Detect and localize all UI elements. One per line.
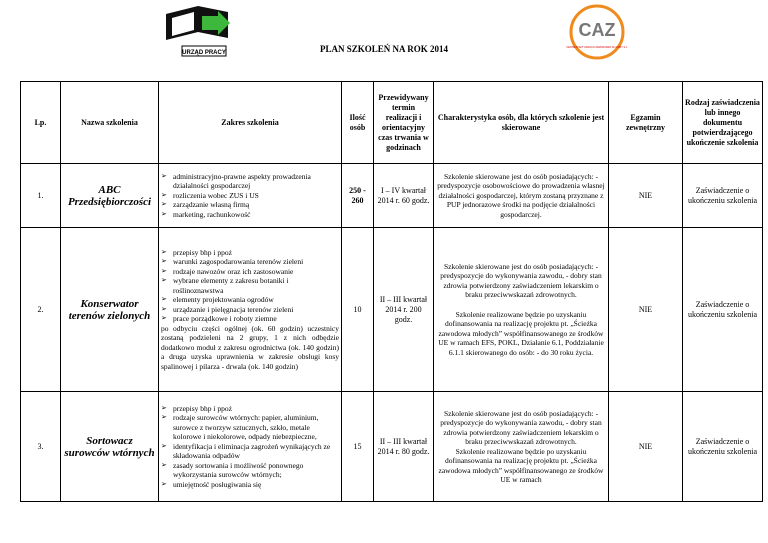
row-target: [434, 392, 609, 502]
col-header-target: Charakterystyka osób, dla których szkolenie jest skierowane: [434, 82, 609, 164]
row-target: Szkolenie skierowane jest do osób posiadających: - predyspozycje osobowościowe do prowadzenia własnej działalności gospodarczej, którym zostaną przyznane z PUP jednorazowe środki na podjęcie działalności gospodarczej.: [434, 164, 609, 228]
row-certificate: Zaświadczenie o ukończeniu szkolenia: [683, 164, 763, 228]
col-header-term: Przewidywany termin realizacji i orientacyjny czas trwania w godzinach: [374, 82, 434, 164]
target-description: Szkolenie skierowane jest do osób posiadających: - predyspozycje do wykonywania zawodu, - dobry stan zdrowia potwierdzony zaświadczeniem lekarskim o braku przeciwwskazań zdrowotnych.: [440, 261, 602, 300]
col-header-count: Ilość osób: [342, 82, 374, 164]
row-training-name: Konserwator terenów zielonych: [61, 228, 159, 392]
scope-item: ➢ zasady sortowania i możliwość ponownego wykorzystania surowców wtórnych;: [161, 461, 339, 480]
caz-logo-text: CAZ: [578, 20, 616, 40]
row-training-name: ABC Przedsiębiorczości: [61, 164, 159, 228]
row-certificate: Zaświadczenie o ukończeniu szkolenia: [683, 228, 763, 392]
target-funding-note: Szkolenie realizowane będzie po uzyskaniu dofinansowania na realizację projektu pt. „Ścieżka zawodowa młodych” współfinansowanego ze środków UE w ramach: [438, 446, 604, 484]
scope-item: ➢ identyfikacja i eliminacja zagrożeń wynikających ze składowania odpadów: [161, 442, 339, 461]
scope-item: ➢ warunki zagospodarowania terenów zieleni: [161, 257, 339, 267]
scope-item: ➢ zarządzanie własną firmą: [161, 200, 339, 210]
scope-item: ➢ urządzanie i pielęgnacja terenów zieleni: [161, 305, 339, 315]
scope-item: ➢ administracyjno-prawne aspekty prowadzenia działalności gospodarczej: [161, 172, 339, 191]
col-header-lp: Lp.: [21, 82, 61, 164]
scope-item: ➢ przepisy bhp i ppoż: [161, 404, 339, 414]
training-plan-table: [20, 81, 763, 502]
row-certificate: Zaświadczenie o ukończeniu szkolenia: [683, 392, 763, 502]
scope-extra-note: po odbyciu części ogólnej (ok. 60 godzin) uczestnicy zostaną podzieleni na 2 grupy, 1 z nich odbędzie dodatkowo moduł z zakresu ogrodnictwa (ok. 140 godzin) a druga uzyska uprawnienia w zakresie obsługi kosy spalinowej i pilarza - drwala (ok. 140 godzin): [161, 323, 339, 371]
col-header-scope: Zakres szkolenia: [159, 82, 342, 164]
row-count: 10: [342, 228, 374, 392]
page-title: PLAN SZKOLEŃ NA ROK 2014: [319, 44, 449, 54]
row-lp: 2.: [21, 228, 61, 392]
scope-item: ➢ wybrane elementy z zakresu botaniki i roślinoznawstwa: [161, 276, 339, 295]
scope-item: ➢ przepisy bhp i ppoż: [161, 248, 339, 258]
row-target: [434, 228, 609, 392]
table-header-row: [21, 82, 763, 164]
scope-item: ➢ rodzaje surowców wtórnych: papier, aluminium, surowce z tworzyw sztucznych, szkło, metale kolorowe i niekolorowe, odpady niebezpieczne,: [161, 413, 339, 442]
target-description: Szkolenie skierowane jest do osób posiadających: - predyspozycje do wykonywania zawodu, - dobry stan zdrowia potwierdzony zaświadczeniem lekarskim o braku przeciwwskazań zdrowotnych.: [440, 408, 602, 446]
scope-item: ➢ umiejętność posługiwania się: [161, 480, 339, 490]
row-scope: [159, 228, 342, 392]
scope-item: ➢ rozliczenia wobec ZUS i US: [161, 191, 339, 201]
col-header-name: Nazwa szkolenia: [61, 82, 159, 164]
col-header-exam: Egzamin zewnętrzny: [609, 82, 683, 164]
scope-item: ➢ prace porządkowe i roboty ziemne: [161, 314, 339, 324]
col-header-certificate: Rodzaj zaświadczenia lub innego dokumentu potwierdzającego ukończenie szkolenia: [683, 82, 763, 164]
row-count: 250 - 260: [342, 164, 374, 228]
row-term: I – IV kwartał 2014 r. 60 godz.: [374, 164, 434, 228]
row-term: II – III kwartał 2014 r. 80 godz.: [374, 392, 434, 502]
scope-item: ➢ elementy projektowania ogrodów: [161, 295, 339, 305]
row-lp: 3.: [21, 392, 61, 502]
scope-item: ➢ marketing, rachunkowość: [161, 210, 339, 220]
row-exam: NIE: [609, 164, 683, 228]
row-count: 15: [342, 392, 374, 502]
table-row: [21, 228, 763, 392]
row-scope: [159, 164, 342, 228]
target-funding-note: Szkolenie realizowane będzie po uzyskaniu dofinansowania na realizację projektu pt. „Ścieżka zawodowa młodych” współfinansowanego ze środków UE w ramach EFS, POKL, Działanie 6.1, Poddziałanie 6.1.1 skierowanego do osób: - do 30 roku życia.: [438, 309, 604, 357]
row-training-name: Sortowacz surowców wtórnych: [61, 392, 159, 502]
row-lp: 1.: [21, 164, 61, 228]
table-row: [21, 164, 763, 228]
row-term: II – III kwartał 2014 r. 200 godz.: [374, 228, 434, 392]
urzad-pracy-label: URZĄD PRACY: [182, 50, 226, 56]
row-exam: NIE: [609, 228, 683, 392]
table-row: [21, 392, 763, 502]
row-scope: [159, 392, 342, 502]
row-exam: NIE: [609, 392, 683, 502]
caz-logo-subtext: CENTRUM AKTYWIZACJI ZAWODOWEJ W ŁOMŻY S.J.: [566, 46, 628, 49]
scope-item: ➢ rodzaje nawozów oraz ich zastosowanie: [161, 267, 339, 277]
